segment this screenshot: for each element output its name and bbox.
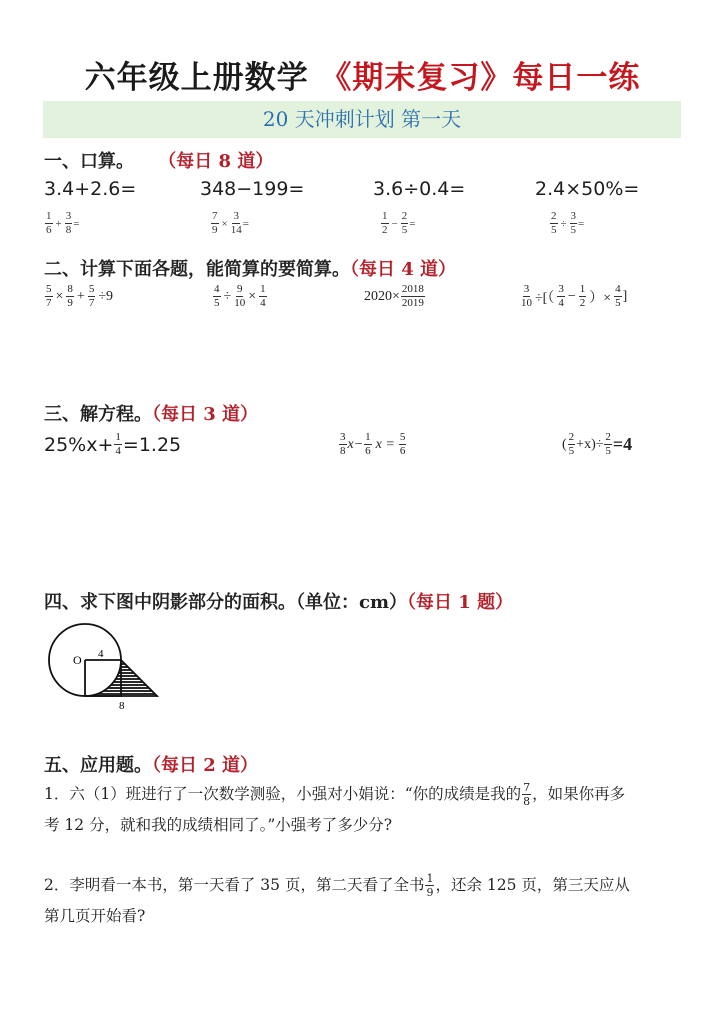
svg-text:8: 8 bbox=[119, 700, 125, 712]
fraction: $\frac{1}{2}$ bbox=[382, 210, 388, 236]
section-2-title: 二、计算下面各题，能简算的要简算。 bbox=[44, 259, 350, 280]
fraction: $\frac{3}{5}$ bbox=[570, 210, 577, 236]
fraction: $\frac{1}{6}$ bbox=[46, 210, 52, 236]
word-problem-2: 2．李明看一本书，第一天看了 35 页，第二天看了全书 $\frac{1}{9}$ ，还余 125 页，第三天应从 第几页开始看? bbox=[44, 872, 630, 925]
section-1-count: （每日 8 道） bbox=[158, 151, 274, 172]
section-1-heading bbox=[44, 147, 273, 173]
section-2-count: （每日 4 道） bbox=[350, 259, 457, 280]
section-5-heading bbox=[44, 751, 258, 777]
equation-2: $\frac{3}{8}$ x− $\frac{1}{6}$ x = $\frac{5}{6}$ bbox=[340, 431, 406, 457]
calc-problem-3: 2020× $\frac{2018}{2019}$ bbox=[364, 283, 424, 309]
oral-calc-3: 3.6÷0.4= bbox=[373, 178, 466, 200]
oral-calc-1: 3.4+2.6= bbox=[44, 178, 137, 200]
fraction: $\frac{2}{5}$ bbox=[551, 210, 557, 236]
section-4-heading bbox=[44, 588, 513, 614]
equation-3: ( $\frac{2}{5}$ +x)÷ $\frac{2}{5}$ =4 bbox=[562, 431, 633, 457]
page-title bbox=[0, 52, 725, 97]
title-highlight: 《期末复习》每日一练 bbox=[320, 60, 641, 96]
oral-calc-7: $\frac{1}{2}$ − $\frac{2}{5}$ = bbox=[382, 210, 416, 236]
fraction: $\frac{7}{9}$ bbox=[212, 210, 218, 236]
oral-calc-5: $\frac{1}{6}$ + $\frac{3}{8}$ = bbox=[46, 210, 80, 236]
section-3-title: 三、解方程。 bbox=[44, 404, 152, 425]
section-3-heading bbox=[44, 400, 258, 426]
equation-1: 25%x+ $\frac{1}{4}$ =1.25 bbox=[44, 431, 182, 457]
fraction: $\frac{3}{14}$ bbox=[230, 210, 242, 236]
calc-problem-2: $\frac{4}{5}$ ÷ $\frac{9}{10}$ × $\frac{1}{4}$ bbox=[214, 283, 266, 309]
word-problem-1: 1．六（1）班进行了一次数学测验，小强对小娟说：“你的成绩是我的 $\frac{7}{8}$ ，如果你再多 考 12 分，就和我的成绩相同了。”小强考了多少分? bbox=[44, 781, 626, 834]
svg-text:4: 4 bbox=[98, 648, 104, 660]
section-5-title: 五、应用题。 bbox=[44, 755, 152, 776]
section-5-count: （每日 2 道） bbox=[152, 755, 259, 776]
title-prefix: 六年级上册数学 bbox=[84, 60, 309, 96]
section-4-title: 四、求下图中阴影部分的面积。（单位：cm） bbox=[44, 592, 408, 613]
section-2-heading bbox=[44, 255, 456, 281]
oral-calc-2: 348−199= bbox=[200, 178, 305, 200]
calc-problem-1: $\frac{5}{7}$ × $\frac{8}{9}$ + $\frac{5}{7}$ ÷9 bbox=[46, 283, 113, 309]
svg-text:O: O bbox=[73, 653, 82, 667]
oral-calc-6: $\frac{7}{9}$ × $\frac{3}{14}$ = bbox=[212, 210, 249, 236]
section-4-count: （每日 1 题） bbox=[407, 592, 514, 613]
shaded-area-figure bbox=[40, 620, 170, 715]
fraction: $\frac{3}{8}$ bbox=[65, 210, 72, 236]
fraction: $\frac{2}{5}$ bbox=[401, 210, 408, 236]
oral-calc-8: $\frac{2}{5}$ ÷ $\frac{3}{5}$ = bbox=[551, 210, 585, 236]
section-3-count: （每日 3 道） bbox=[152, 404, 259, 425]
oral-calc-4: 2.4×50%= bbox=[535, 178, 640, 200]
section-1-title: 一、口算。 bbox=[44, 151, 134, 172]
calc-problem-4: $\frac{3}{10}$ ÷[（ $\frac{3}{4}$ − $\frac{1}{2}$ ）× $\frac{4}{5}$ ] bbox=[521, 283, 628, 309]
plan-banner: 20 天冲刺计划 第一天 bbox=[43, 101, 681, 138]
